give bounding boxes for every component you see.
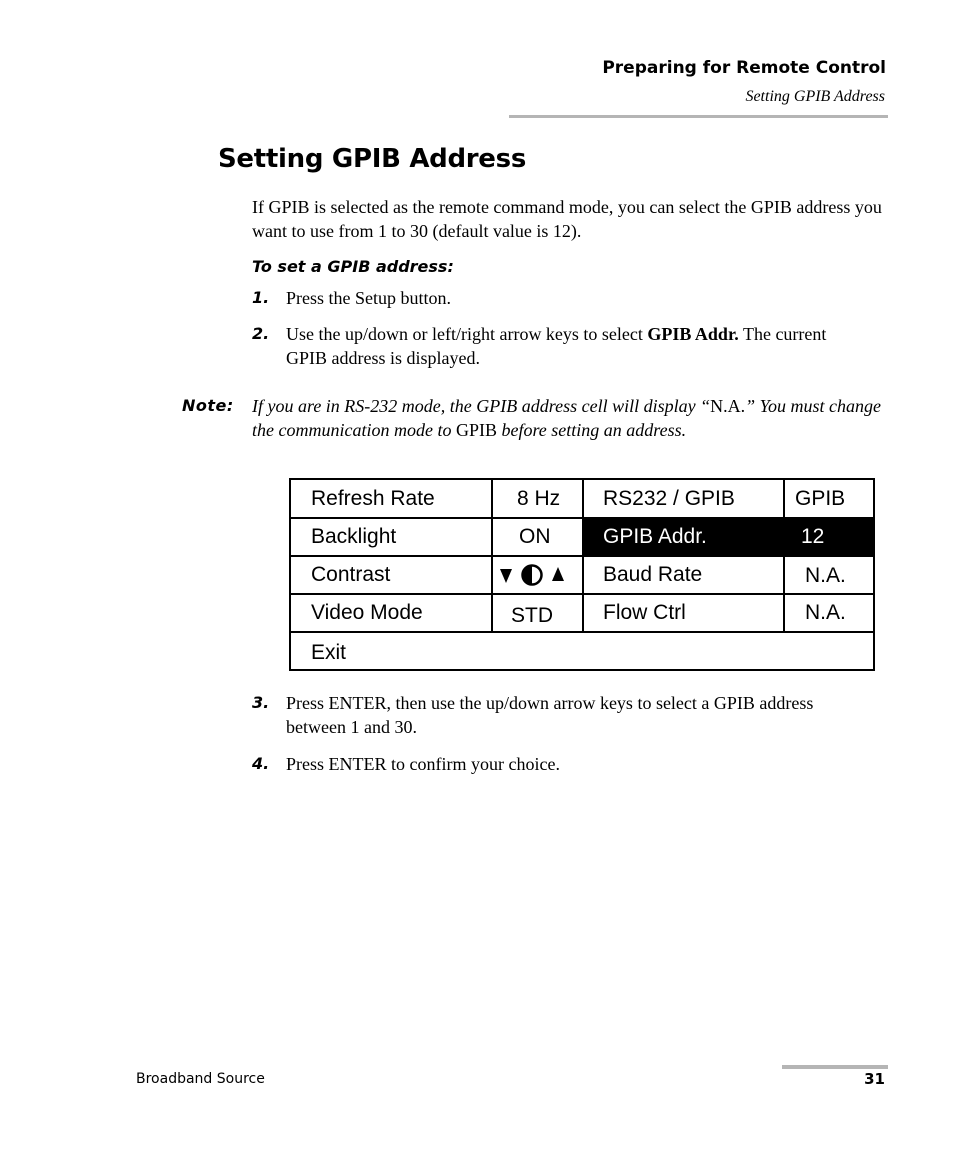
- footer-product-name: Broadband Source: [136, 1071, 265, 1087]
- note-text: [252, 394, 892, 442]
- menu-item-contrast: Contrast: [311, 562, 391, 586]
- menu-value-remote-mode: GPIB: [795, 486, 846, 510]
- note-text-part: before setting an address.: [496, 420, 687, 440]
- step-text: Press ENTER, then use the up/down arrow keys to select a GPIB address between 1 and 30.: [286, 693, 814, 737]
- menu-value-video-mode: STD: [511, 603, 553, 627]
- step-text-part: Use the up/down or left/right arrow keys to select: [286, 324, 648, 344]
- menu-item-baud-rate: Baud Rate: [603, 562, 703, 586]
- setup-menu-figure: [289, 478, 875, 671]
- step-number: 1.: [252, 288, 270, 307]
- header-rule: [509, 115, 888, 118]
- note-label: Note:: [182, 396, 234, 415]
- menu-item-gpib-addr: GPIB Addr.: [603, 524, 707, 548]
- step-text: [286, 322, 856, 370]
- page-number: 31: [864, 1070, 885, 1088]
- intro-paragraph: If GPIB is selected as the remote command mode, you can select the GPIB address you want to use from 1 to 30 (default value is 12).: [252, 197, 882, 241]
- footer-rule: [782, 1065, 888, 1069]
- contrast-down-icon: [499, 565, 513, 585]
- step-text-bold: GPIB Addr.: [647, 324, 739, 344]
- running-header-chapter: Preparing for Remote Control: [602, 58, 886, 78]
- step-number: 3.: [252, 693, 270, 712]
- note-value: N.A.: [710, 396, 746, 416]
- running-header-section: Setting GPIB Address: [745, 88, 885, 105]
- step-number: 4.: [252, 754, 270, 773]
- section-heading: Setting GPIB Address: [218, 144, 526, 174]
- menu-value-refresh-rate: 8 Hz: [517, 486, 561, 510]
- grid-line: [491, 480, 493, 633]
- contrast-up-icon: [551, 565, 565, 585]
- step-text-part: The current GPIB address is displayed.: [286, 324, 827, 368]
- menu-value-backlight: ON: [519, 524, 551, 548]
- step-text: Press the Setup button.: [286, 288, 451, 308]
- menu-value-gpib-addr: 12: [801, 524, 825, 548]
- menu-item-refresh-rate: Refresh Rate: [311, 486, 435, 510]
- menu-value-baud-rate: N.A.: [805, 564, 846, 587]
- note-text-part: If you are in RS-232 mode, the GPIB address cell will display “: [252, 396, 711, 416]
- note-value: GPIB: [455, 420, 497, 440]
- step-text: Press ENTER to confirm your choice.: [286, 754, 560, 774]
- procedure-title: To set a GPIB address:: [252, 257, 454, 276]
- menu-item-rs232-gpib: RS232 / GPIB: [603, 486, 735, 510]
- menu-item-video-mode: Video Mode: [311, 600, 423, 624]
- menu-item-exit: Exit: [311, 640, 347, 664]
- menu-item-flow-ctrl: Flow Ctrl: [603, 600, 686, 624]
- menu-item-backlight: Backlight: [311, 524, 397, 548]
- note-text-part: ” You must change the communication mode to: [252, 396, 881, 440]
- step-number: 2.: [252, 324, 270, 343]
- contrast-icon: [521, 564, 543, 586]
- contrast-controls: [499, 556, 581, 593]
- menu-value-flow-ctrl: N.A.: [805, 600, 846, 624]
- grid-line: [783, 480, 785, 633]
